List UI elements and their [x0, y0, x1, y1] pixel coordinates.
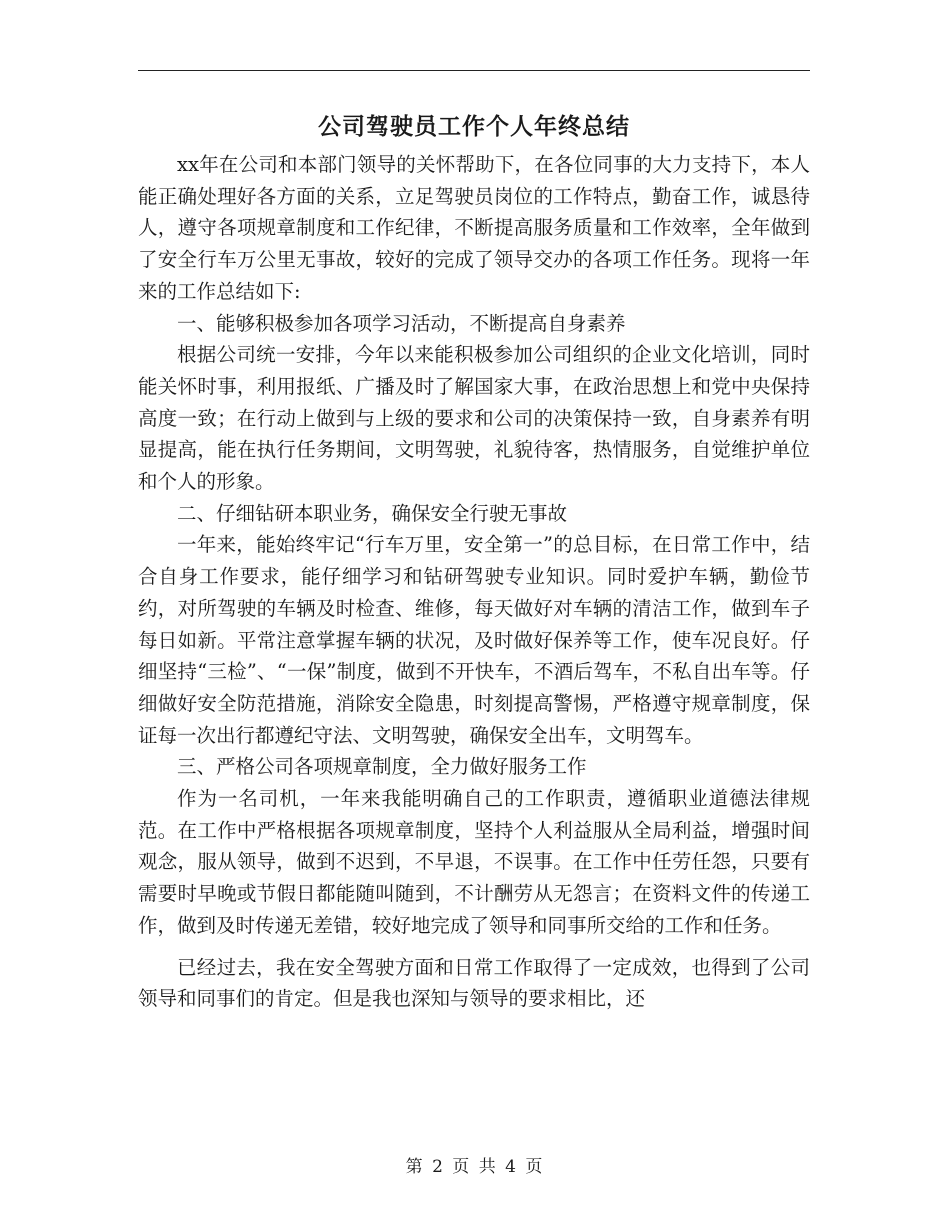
document-title: 公司驾驶员工作个人年终总结 [318, 113, 630, 140]
document-body [138, 149, 810, 1015]
paragraph-closing: 已经过去，我在安全驾驶方面和日常工作取得了一定成效，也得到了公司领导和同事们的肯定。但是我也深知与领导的要求相比，还 [138, 955, 810, 1011]
paragraph-section-2: 一年来，能始终牢记“行车万里，安全第一”的总目标，在日常工作中，结合自身工作要求，能仔细学习和钻研驾驶专业知识。同时爱护车辆，勤俭节约，对所驾驶的车辆及时检查、维修，每天做好对车辆的清洁工作，做到车子每日如新。平常注意掌握车辆的状况，及时做好保养等工作，使车况良好。仔细坚持“三检”、“一保”制度，做到不开快车，不酒后驾车，不私自出车等。仔细做好安全防范措施，消除安全隐患，时刻提高警惕，严格遵守规章制度，保证每一次出行都遵纪守法、文明驾驶，确保安全出车，文明驾车。 [138, 533, 810, 747]
paragraph-intro: xx年在公司和本部门领导的关怀帮助下，在各位同事的大力支持下，本人能正确处理好各方面的关系，立足驾驶员岗位的工作特点，勤奋工作，诚恳待人，遵守各项规章制度和工作纪律，不断提高服务质量和工作效率，全年做到了安全行车万公里无事故，较好的完成了领导交办的各项工作任务。现将一年来的工作总结如下: [138, 153, 810, 303]
page-number: 第 2 页 共 4 页 [405, 1157, 545, 1177]
paragraph-section-1: 根据公司统一安排，今年以来能积极参加公司组织的企业文化培训，同时能关怀时事，利用报纸、广播及时了解国家大事，在政治思想上和党中央保持高度一致；在行动上做到与上级的要求和公司的决策保持一致，自身素养有明显提高，能在执行任务期间，文明驾驶，礼貌待客，热情服务，自觉维护单位和个人的形象。 [138, 343, 810, 494]
section-heading-1: 一、能够积极参加各项学习活动，不断提高自身素养 [177, 311, 626, 335]
header-rule [138, 70, 810, 71]
section-heading-3: 三、严格公司各项规章制度，全力做好服务工作 [177, 755, 587, 779]
paragraph-section-3: 作为一名司机，一年来我能明确自己的工作职责，遵循职业道德法律规范。在工作中严格根据各项规章制度，坚持个人利益服从全局利益，增强时间观念，服从领导，做到不迟到，不早退，不误事。在工作中任劳任怨，只要有需要时早晚或节假日都能随叫随到，不计酬劳从无怨言；在资料文件的传递工作，做到及时传递无差错，较好地完成了领导和同事所交给的工作和任务。 [138, 787, 810, 937]
section-heading-2: 二、仔细钻研本职业务，确保安全行驶无事故 [177, 501, 568, 525]
